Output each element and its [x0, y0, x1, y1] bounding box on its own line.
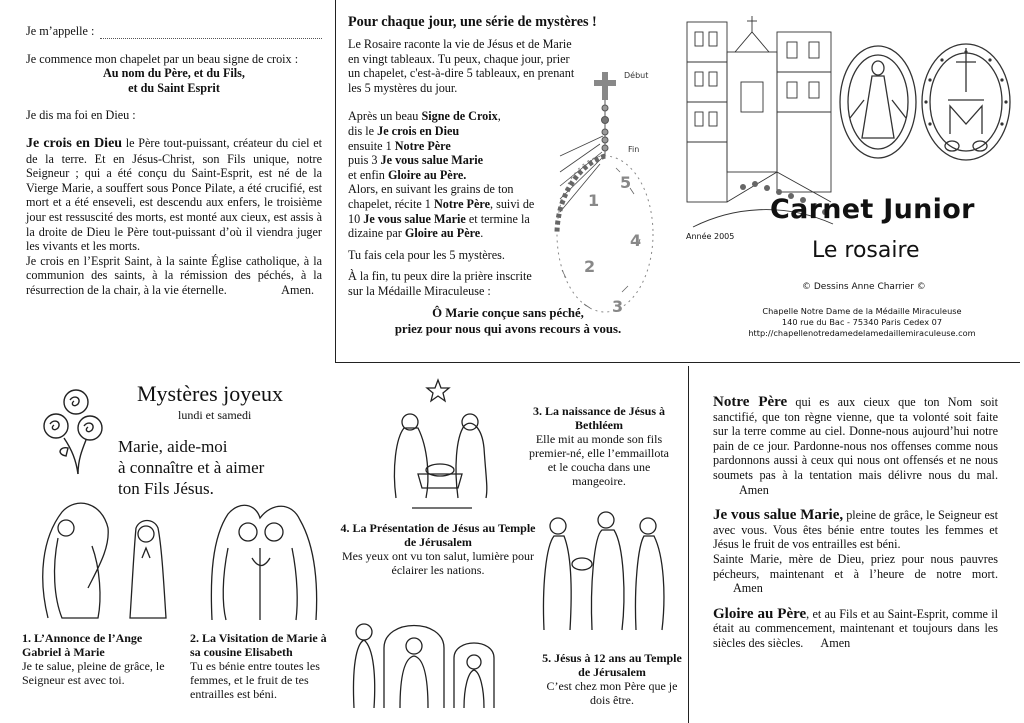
- joyful-title: Mystères joyeux: [137, 381, 284, 406]
- sign-line-1: Au nom du Père, et du Fils,: [103, 66, 245, 81]
- step-credo: dis le Je crois en Dieu: [348, 123, 460, 138]
- decade-2: 2: [584, 257, 596, 276]
- mystery-5-text: C’est chez mon Père que je dois être.: [546, 679, 678, 707]
- address-line-1: Chapelle Notre Dame de la Médaille Miraculeuse: [762, 306, 962, 316]
- credo-amen: Amen.: [281, 282, 314, 297]
- mystery-3: [524, 404, 674, 488]
- credo-text-2: [26, 254, 322, 298]
- mystery-4-text: Mes yeux ont vu ton salut, lumière pour éclairer les nations.: [342, 549, 534, 577]
- panel2-end: À la fin, tu peux dire la prière inscrite sur la Médaille Miraculeuse :: [348, 269, 532, 298]
- visitation-illustration: [192, 498, 332, 623]
- presentation-illustration: [530, 506, 680, 636]
- sign-of-cross: [26, 66, 322, 95]
- name-label: Je m’appelle :: [26, 24, 95, 38]
- step-gloria: et enfin Gloire au Père.: [348, 167, 467, 182]
- joyful-days: lundi et samedi: [178, 408, 252, 422]
- cover-subtitle: Le rosaire: [812, 238, 920, 263]
- credo-body: le Père tout-puissant, créateur du ciel et de la terre. Et en Jésus-Christ, son Fils unique, notre Seigneur ; qui a été conçu du Saint-Esprit, est né de la Vierge Marie, a souffert sous Ponce Pilate, a été crucifié, est mort et a été enseveli, est descendu aux enfers, le troisième jour est ressuscité des morts, est monté aux cieux, est assis à la droite de Dieu le Père tout-puissant d’où il viendra juger les vivants et les morts.: [26, 135, 322, 254]
- panel2-intro: Le Rosaire raconte la vie de Jésus et de Marie en vingt tableaux. Tu peux, chaque jour, prier un chapelet, c'est-à-dire 5 tableaux, en prenant les 5 mystères du jour.: [348, 37, 575, 95]
- panel2-steps: [348, 109, 538, 240]
- name-field[interactable]: [100, 26, 322, 39]
- address-line-3[interactable]: http://chapellenotredamedelamedaillemiraculeuse.com: [748, 328, 976, 338]
- mystery-1-text: Je te salue, pleine de grâce, le Seigneur est avec toi.: [22, 659, 165, 687]
- mystery-5: [542, 651, 682, 707]
- gloria-body: , et au Fils et au Saint-Esprit, comme il était au commencement, maintenant et toujours dans les siècles des siècles.: [713, 606, 998, 650]
- roses-icon: [38, 388, 114, 478]
- mystery-2-title: 2. La Visitation de Marie à sa cousine Elisabeth: [190, 631, 327, 659]
- joyful-prayer-line-3: ton Fils Jésus.: [118, 479, 214, 498]
- step-sign: Après un beau Signe de Croix,: [348, 109, 501, 124]
- mystery-5-title: 5. Jésus à 12 ans au Temple de Jérusalem: [542, 651, 682, 679]
- mystery-4: [340, 521, 536, 577]
- temple-illustration: [344, 608, 544, 718]
- cover-address: [724, 306, 1000, 339]
- prayer-line-1: Ô Marie conçue sans péché,: [432, 305, 584, 320]
- ave-body-2: Sainte Marie, mère de Dieu, priez pour nous pauvres pécheurs, maintenant et à l’heure de notre mort.: [713, 551, 998, 581]
- cover-title: Carnet Junior: [770, 194, 975, 225]
- pater-amen: Amen: [739, 482, 769, 497]
- gloria-heading: Gloire au Père: [713, 605, 807, 622]
- label-start: Début: [624, 71, 649, 80]
- panel2-title: Pour chaque jour, une série de mystères !: [348, 14, 597, 30]
- address-line-2: 140 rue du Bac - 75340 Paris Cedex 07: [781, 317, 943, 327]
- sign-line-2: et du Saint Esprit: [128, 80, 220, 95]
- joyful-prayer-line-1: Marie, aide-moi: [118, 437, 228, 456]
- ave-body: pleine de grâce, le Seigneur est avec vous. Vous êtes bénie entre toutes les femmes et Jésus le fruit de vos entrailles est béni.: [713, 508, 998, 552]
- credo-body-2: Je crois en l’Esprit Saint, à la sainte Église catholique, à la communion des saints, à la rémission des péchés, à la résurrection de la chair, à la vie éternelle.: [26, 253, 322, 297]
- faith-intro: Je dis ma foi en Dieu :: [26, 108, 136, 123]
- intro-text: Je commence mon chapelet par un beau signe de croix :: [26, 51, 299, 66]
- step-ave: puis 3 Je vous salue Marie: [348, 153, 484, 168]
- pater-prayer: [713, 395, 998, 497]
- decade-1: 1: [588, 191, 600, 210]
- panel-prayers: [713, 395, 998, 651]
- panel2-repeat: Tu fais cela pour les 5 mystères.: [348, 247, 505, 262]
- pater-heading: Notre Père: [713, 394, 788, 410]
- ave-prayer: [713, 508, 998, 552]
- joyful-prayer-line-2: à connaître et à aimer: [118, 458, 265, 477]
- joyful-prayer: [118, 436, 264, 499]
- cover-year: Année 2005: [686, 232, 735, 241]
- divider-top-middle: [335, 362, 1020, 363]
- pater-body: qui es aux cieux que ton Nom soit sanctifié, que ton règne vienne, que ta volonté soit faite sur la terre comme au ciel. Donne-nous aujourd’hui notre pain de ce jour. Pardonne-nous nos offenses comme nous pardonnons aussi à ceux qui nous ont offensés et ne nous soumets pas à la tentation mais délivre nous du mal.: [713, 395, 998, 482]
- gloria-prayer: [713, 607, 998, 651]
- credo-heading: Je crois en Dieu: [26, 135, 123, 151]
- mystery-2: [190, 631, 340, 701]
- rosary-diagram: [520, 64, 660, 324]
- step-decade: Alors, en suivant les grains de ton chapelet, récite 1 Notre Père, suivi de 10 Je vous salue Marie et termine la dizaine par Gloire au Père.: [348, 182, 535, 241]
- mystery-1: [22, 631, 182, 687]
- cross-icon: [594, 72, 616, 100]
- prayer-line-2: priez pour nous qui avons recours à vous.: [394, 321, 622, 336]
- label-end: Fin: [628, 145, 640, 154]
- annunciation-illustration: [18, 498, 178, 623]
- name-line: [26, 24, 322, 39]
- miraculous-medal-icon: [838, 38, 1023, 160]
- divider-top-left: [335, 0, 336, 362]
- mystery-3-text: Elle mit au monde son fils premier-né, elle l’emmaillota et le coucha dans une mangeoire.: [528, 432, 670, 488]
- mystery-3-title: 3. La naissance de Jésus à Bethléem: [532, 404, 666, 432]
- credo-text: [26, 136, 322, 254]
- ave-amen: Amen: [733, 581, 763, 596]
- decade-5: 5: [620, 173, 632, 192]
- nativity-illustration: [382, 378, 532, 513]
- mystery-1-title: 1. L’Annonce de l’Ange Gabriel à Marie: [22, 631, 143, 659]
- gloria-amen: Amen: [820, 635, 851, 650]
- panel-credo: [26, 24, 322, 298]
- divider-bottom-right: [688, 366, 689, 723]
- mystery-4-title: 4. La Présentation de Jésus au Temple de Jérusalem: [340, 521, 536, 549]
- star-icon: [427, 380, 449, 401]
- step-pater: ensuite 1 Notre Père: [348, 138, 451, 153]
- decade-3: 3: [612, 297, 624, 316]
- ave-heading: Je vous salue Marie,: [713, 507, 844, 524]
- decade-4: 4: [630, 231, 642, 250]
- ave-prayer-2: [713, 552, 998, 596]
- mystery-2-text: Tu es bénie entre toutes les femmes, et le fruit de tes entrailles est béni.: [190, 659, 320, 701]
- cover-credit: © Dessins Anne Charrier ©: [802, 282, 926, 292]
